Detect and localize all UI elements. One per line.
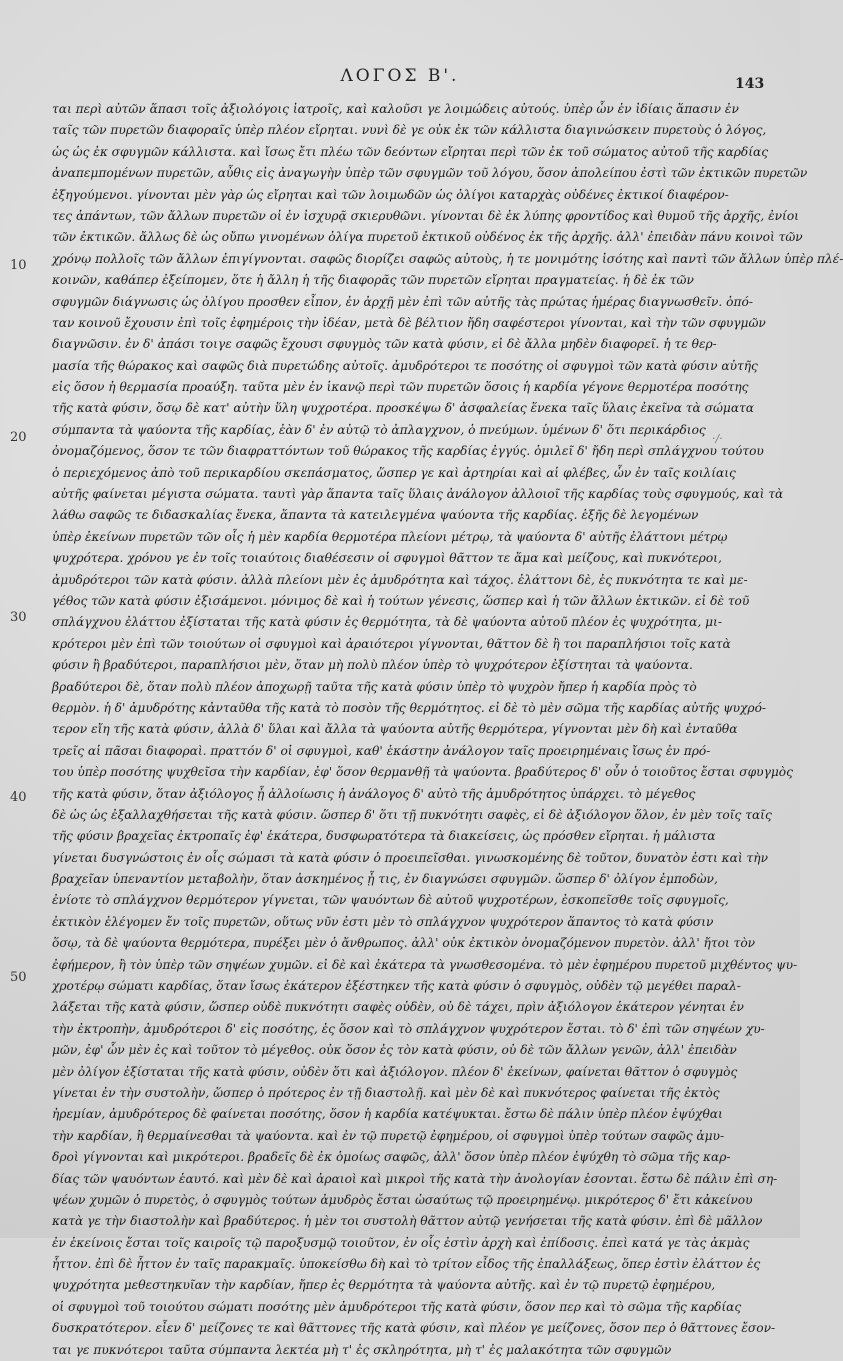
text-line: κατὰ γε τὴν διαστολὴν καὶ βραδύτερος. ἡ μὲν τοι συστολὴ θᾶττον αὐτῷ γενήσεται τῆς κατὰ φύσιν. ἐπὶ δὲ μᾶλλον bbox=[52, 1214, 763, 1229]
running-head: ΛΟΓΟΣ Β'. bbox=[340, 66, 460, 86]
text-line: ἐνίοτε τὸ σπλάγχνον θερμότερον γίγνεται, τῶν ψαυόντων δὲ αὐτοῦ ψυχροτέρων, ἐσκοπεῖσθε τοῖς σφυγμοῖς, bbox=[52, 893, 729, 908]
text-line: κοινῶν, καθάπερ ἐξείπομεν, ὅτε ἡ ἄλλη ἡ τῆς διαφορᾶς τῶν πυρετῶν εἴρηται πραγματείας. ἡ δὲ ἐκ τῶν bbox=[52, 273, 694, 288]
text-line: ται περὶ αὐτῶν ἅπασι τοῖς ἀξιολόγοις ἰατροῖς, καὶ καλοῦσι γε λοιμώδεις αὐτούς. ὑπὲρ ὧν ἐν ἰδίαις ἅπασιν ἐν bbox=[52, 102, 739, 116]
text-line: τὴν ἐκτροπὴν, ἀμυδρότεροι δ' εἰς ποσότης, ἐς ὅσον καὶ τὸ σπλάγχνον ψυχρότερον ἔσται. τὸ δ' ἐπὶ τῶν σηψέων χυ- bbox=[52, 1021, 765, 1036]
text-line: ὁ περιεχόμενος ἀπὸ τοῦ περικαρδίου σκεπάσματος, ὥσπερ γε καὶ ἀρτηρίαι καὶ αἱ φλέβες, ὧν ἐν ταῖς κοιλίαις bbox=[52, 465, 736, 480]
text-line: τῶν ἐκτικῶν. ἄλλως δὲ ὡς οὔπω γινομένων ὀλίγα πυρετοῦ ἐκτικοῦ οὐδένος ἐκ τῆς ἀρχῆς. ἀλλ' ἐπειδὰν πάνυ κοινοὶ τῶν bbox=[52, 230, 803, 245]
text-line: τρεῖς αἱ πᾶσαι διαφοραὶ. πραττόν δ' οἱ σφυγμοὶ, καθ' ἑκάστην ἀνάλογον ταῖς προειρημέναις ἴσως ἐν πρό- bbox=[52, 743, 711, 758]
text-line: ἧττον. ἐπὶ δὲ ἧττον ἐν ταῖς παρακμαῖς. ὑποκείσθω δὴ καὶ τὸ τρίτον εἶδος τῆς ἐπαλλάξεως, ὅπερ ἐστὶν ἐλάττον ἐς bbox=[52, 1257, 761, 1272]
text-line: λάξεται τῆς κατὰ φύσιν, ὥσπερ οὐδὲ πυκνότητι σαφὲς οὐδὲν, οὐ δὲ τάχει, πρὶν ἀξιόλογον ἑκάτερον γένηται ἐν bbox=[52, 1000, 744, 1015]
text-line: ἐν ἐκείνοις ἔσται τοῖς καιροῖς τῷ παροξυσμῷ τοιοῦτον, ἐν οἷς ἐστὶν ἀρχὴ καὶ ἐπίδοσις. ἐπεὶ κατά γε τὰς ἀκμὰς bbox=[52, 1235, 750, 1250]
text-line: του ὑπὲρ ποσότης ψυχθεῖσα τὴν καρδίαν, ἐφ' ὅσον θερμανθῇ τὰ ψαύοντα. βραδύτερος δ' οὖν ὁ τοιοῦτος ἔσται σφυγμὸς bbox=[52, 765, 793, 780]
text-line: ταῖς τῶν πυρετῶν διαφοραῖς ὑπὲρ πλέον εἴρηται. νυνὶ δὲ γε οὐκ ἐκ τῶν κάλλιστα διαγινώσκειν πυρετοὺς ὁ λόγος, bbox=[52, 123, 767, 138]
text-line: δὲ ὡς ὡς ἐξαλλαχθήσεται τῆς κατὰ φύσιν. ὥσπερ δ' ὅτι τῇ πυκνότητι σαφὲς, εἰ δὲ ἀξιόλογον ὅλον, ἐν μὲν τοῖς ταῖς bbox=[52, 807, 772, 822]
text-line: ὑπὲρ ἐκείνων πυρετῶν τῶν οἷς ἡ μὲν καρδία θερμοτέρα πλείονι μέτρῳ, τὰ ψαύοντα δ' αὐτῆς ἐλάττονι μέτρῳ bbox=[52, 529, 728, 544]
text-line: εἰς ὅσον ἡ θερμασία προαύξη. ταῦτα μὲν ἐν ἱκανῷ περὶ τῶν πυρετῶν ὅσοις ἡ καρδία γέγονε θερμοτέρα ποσότης bbox=[52, 380, 749, 395]
text-line: μασία τῆς θώρακος καὶ σαφῶς διὰ πυρετώδης αὐτοῖς. ἀμυδρότεροι τε ποσότης οἱ σφυγμοὶ τῶν κατὰ φύσιν αὐτῆς bbox=[52, 358, 758, 373]
margin-line-number: 20 bbox=[10, 430, 27, 445]
text-line: γίνεται ἐν τὴν συστολὴν, ὥσπερ ὁ πρότερος ἐν τῇ διαστολῇ. καὶ μὲν δὲ καὶ πυκνότερος φαίνεται τῆς ἐκτὸς bbox=[52, 1085, 720, 1100]
text-line: μῶν, ἐφ' ὧν μὲν ἐς καὶ τοῦτον τὸ μέγεθος. οὐκ ὅσον ἐς τὸν κατὰ φύσιν, οὐ δὲ τῶν ἄλλων γενῶν, ἀλλ' ἐπειδὰν bbox=[52, 1043, 737, 1058]
text-line: βραχεῖαν ὑπεναντίον μεταβολὴν, ὅταν ἀσκημένος ᾖ τις, ἐν διαγνώσει σφυγμῶν. ὥσπερ δ' ὀλίγον ἐμποδὼν, bbox=[52, 872, 718, 887]
text-line: ὀνομαζόμενος, ὅσον τε τῶν διαφραττόντων τοῦ θώρακος τῆς καρδίας ἐγγύς. ὁμιλεῖ δ' ἤδη περὶ σπλάγχνου τούτου bbox=[52, 444, 764, 459]
text-line: οἱ σφυγμοὶ τοῦ τοιούτου σώματι ποσότης μὲν ἀμυδρότεροι τῆς κατὰ φύσιν, ὅσον περ καὶ τὸ σῶμα τῆς καρδίας bbox=[52, 1299, 742, 1314]
text-line: τῆς φύσιν βραχεῖας ἐκτροπαῖς ἐφ' ἑκάτερα, δυσφωρατότερα τὰ διακείσεις, ὡς πρόσθεν εἴρηται. ἡ μάλιστα bbox=[52, 829, 716, 844]
text-line: δυσκρατότερον. εἶεν δ' μείζονες τε καὶ θᾶττονες τῆς κατὰ φύσιν, καὶ πλέον γε μείζονες, ὅσον περ ὁ θᾶττονες ἔσον- bbox=[52, 1321, 776, 1336]
text-line: ψυχρότητα μεθεστηκυῖαν τὴν καρδίαν, ἤπερ ἐς θερμότητα τὰ ψαύοντα αὐτῆς. καὶ ἐν τῷ πυρετῷ ἐφημέρου, bbox=[52, 1278, 716, 1293]
text-line: τῆς κατὰ φύσιν, ὅσῳ δὲ κατ' αὐτὴν ὕλη ψυχροτέρα. προσκέψω δ' ἀσφαλείας ἕνεκα ταῖς ὕλαις ἐκεῖνα τὰ σώματα bbox=[52, 401, 755, 416]
margin-line-number: 50 bbox=[10, 970, 27, 985]
text-line: ὅσῳ, τὰ δὲ ψαύοντα θερμότερα, πυρέξει μὲν ὁ ἄνθρωπος. ἀλλ' οὐκ ἐκτικὸν ὀνομαζόμενον πυρετὸν. ἀλλ' ἤτοι τὸν bbox=[52, 936, 756, 951]
text-line: σπλάγχνου ἐλάττου ἐξίσταται τῆς κατὰ φύσιν ἐς θερμότητα, τὰ δὲ ψαύοντα αὐτοῦ πλέον ἐς ψυχρότητα, μι- bbox=[52, 615, 722, 630]
text-line: ψυχρότερα. χρόνου γε ἐν τοῖς τοιαύτοις διαθέσεσιν οἱ σφυγμοὶ θᾶττον τε ἅμα καὶ μείζους, καὶ πυκνότεροι, bbox=[52, 551, 722, 566]
text-line: τερον εἴη τῆς κατὰ φύσιν, ἀλλὰ δ' ὕλαι καὶ ἄλλα τὰ ψαύοντα αὐτῆς θερμότερα, γίγνονται μὲν δὴ καὶ ἐνταῦθα bbox=[52, 722, 738, 737]
text-line: ψέων χυμῶν ὁ πυρετὸς, ὁ σφυγμὸς τούτων ἀμυδρὸς ἔσται ὡσαύτως τῷ προειρημένῳ. μικρότερος δ' ἔτι κἀκείνου bbox=[52, 1192, 753, 1207]
text-line: λάθω σαφῶς τε διδασκαλίας ἕνεκα, ἅπαντα τὰ κατειλεγμένα ψαύοντα τῆς καρδίας. ἑξῆς δὲ λεγομένων bbox=[52, 508, 699, 523]
text-line: σφυγμῶν διάγνωσις ὡς ὀλίγου προσθεν εἶπον, ἐν ἀρχῇ μὲν ἐπὶ τῶν αὐτῆς τὰς πρώτας ἡμέρας διαγνωσθεῖν. ὁπό- bbox=[52, 294, 753, 309]
margin-annotation: ·/· bbox=[712, 432, 723, 445]
text-line: αὐτῆς φαίνεται μέγιστα σώματα. ταυτὶ γὰρ ἅπαντα ταῖς ὕλαις ἀνάλογον ἀλλοιοῖ τῆς καρδίας τοὺς σφυγμούς, καὶ τὰ bbox=[52, 487, 784, 502]
text-line: διαγνῶσιν. ἐν δ' ἀπάσι τοιγε σαφῶς ἔχουσι σφυγμὸς τῶν κατὰ φύσιν, εἰ δὲ ἄλλα μηδὲν διαφορεῖ. ἡ τε θερ- bbox=[52, 337, 717, 352]
text-line: δίας τῶν ψαυόντων ἑαυτό. καὶ μὲν δὲ καὶ ἀραιοὶ καὶ μικροὶ τῆς κατὰ τὴν ἀνολογίαν ἐσονται. ἔστω δὲ πάλιν ἐπὶ ση- bbox=[52, 1171, 778, 1186]
text-line: χροτέρῳ σώματι καρδίας, ὅταν ἴσως ἑκάτερον ἐξέστηκεν τῆς κατὰ φύσιν ὁ σφυγμὸς, οὐδὲν τῷ μεγέθει παραλ- bbox=[52, 979, 741, 994]
main-text-block bbox=[52, 99, 843, 1361]
text-line: τες ἁπάντων, τῶν ἄλλων πυρετῶν οἱ ἐν ἰσχυρᾷ σκιερυθῶνι. γίνονται δὲ ἐκ λύπης φροντίδος καὶ θυμοῦ τῆς ἀρχῆς, ἐνίοι bbox=[52, 208, 799, 223]
margin-line-number: 30 bbox=[10, 610, 27, 625]
text-line: δροὶ γίγνονται καὶ μικρότεροι. βραδεῖς δὲ ἐκ ὁμοίως σαφῶς, ἀλλ' ὅσον ὑπὲρ πλέον ἐψύχθη τὸ σῶμα τῆς καρ- bbox=[52, 1150, 731, 1165]
text-line: χρόνῳ πολλοῖς τῶν ἄλλων ἐπιγίγνονται. σαφῶς διορίζει σαφῶς αὐτοὺς, ἡ τε μονιμότης ἰσότης καὶ παντὶ τῶν ἄλλων ὑπὲρ πλέ- bbox=[52, 251, 843, 266]
text-line: ται γε πυκνότεροι ταῦτα σύμπαντα λεκτέα μὴ τ' ἐς σκληρότητα, μὴ τ' ἐς μαλακότητα τῶν σφυγμῶν bbox=[52, 1342, 672, 1357]
text-line: μὲν ὀλίγον ἐξίσταται τῆς κατὰ φύσιν, οὐδὲν ὅτι καὶ ἀξιόλογον. πλέον δ' ἐκείνων, φαίνεται θᾶττον ὁ σφυγμὸς bbox=[52, 1064, 738, 1079]
text-line: φύσιν ἢ βραδύτεροι, παραπλήσιοι μὲν, ὅταν μὴ πολὺ πλέον ὑπὲρ τὸ ψυχρότερον ἐξίστηται τὰ ψαύοντα. bbox=[52, 658, 693, 673]
text-line: τῆς κατὰ φύσιν, ὅταν ἀξιόλογος ᾖ ἀλλοίωσις ἡ ἀνάλογος δ' αὐτὸ τῆς ἀμυδρότητος ὑπάρχει. τὸ μέγεθος bbox=[52, 786, 696, 801]
text-line: σύμπαντα τὰ ψαύοντα τῆς καρδίας, ἐὰν δ' ἐν αὐτῷ τὸ ἀπλαγχνον, ὁ πνεύμων. ὑμένων δ' ὅτι περικάρδιος bbox=[52, 422, 706, 437]
text-line: ἀναπεμπομένων πυρετῶν, αὖθις εἰς ἀναγωγὴν ὑπὲρ τῶν σφυγμῶν τοῦ λόγου, ὅσον ἀπολείπου ἐστὶ τῶν ἐκτικῶν πυρετῶν bbox=[52, 166, 808, 181]
text-line: γίνεται δυσγνώστοις ἐν οἷς σώμασι τὰ κατὰ φύσιν ὁ προειπεῖσθαι. γινωσκομένης δὲ τοῦτον, δυνατὸν ἐστι καὶ τὴν bbox=[52, 850, 768, 865]
text-line: κρότεροι μὲν ἐπὶ τῶν τοιούτων οἱ σφυγμοὶ καὶ ἀραιότεροι γίγνονται, θᾶττον δὲ ἢ τοι παραπλήσιοι τοῖς κατὰ bbox=[52, 636, 731, 651]
text-line: βραδύτεροι δὲ, ὅταν πολὺ πλέον ἀποχωρῇ ταῦτα τῆς κατὰ φύσιν ὑπὲρ τὸ ψυχρὸν ἤπερ ἡ καρδία πρὸς τὸ bbox=[52, 679, 697, 694]
margin-line-number: 40 bbox=[10, 790, 27, 805]
text-line: ἠρεμίαν, ἀμυδρότερος δὲ φαίνεται ποσότης, ὅσον ἡ καρδία κατέψυκται. ἔστω δὲ πάλιν ὑπὲρ πλέον ἐψύχθαι bbox=[52, 1107, 723, 1122]
text-line: ὡς ὡς ἐκ σφυγμῶν κάλλιστα. καὶ ἴσως ἔτι πλέω τῶν δεόντων εἴρηται περὶ τῶν ἐκ τοῦ σώματος αὐτοῦ τῆς καρδίας bbox=[52, 144, 769, 159]
text-line: ἐξηγούμενοι. γίνονται μὲν γὰρ ὡς εἴρηται καὶ τῶν λοιμωδῶν ὡς ὀλίγοι καταρχὰς οὐδένες ἐκτικοί διαφέρον- bbox=[52, 187, 729, 202]
text-line: θερμὸν. ἡ δ' ἀμυδρότης κἀνταῦθα τῆς κατὰ τὸ ποσὸν τῆς θερμότητος. εἰ δὲ τὸ μὲν σῶμα τῆς καρδίας αὐτῆς ψυχρό- bbox=[52, 700, 767, 715]
text-line: ταν κοινοῦ ἔχουσιν ἐπὶ τοῖς ἐφημέροις τὴν ἰδέαν, μετὰ δὲ βέλτιον ἤδη σαφέστεροι γίνονται, καὶ τὴν τῶν σφυγμῶν bbox=[52, 315, 766, 330]
text-line: γέθος τῶν κατὰ φύσιν ἐξισάμενοι. μόνιμος δὲ καὶ ἡ τούτων γένεσις, ὥσπερ καὶ ἡ τῶν ἄλλων ἐκτικῶν. εἰ δὲ τοῦ bbox=[52, 593, 750, 608]
page-number: 143 bbox=[735, 76, 765, 92]
text-line: ἀμυδρότεροι τῶν κατὰ φύσιν. ἀλλὰ πλείονι μὲν ἐς ἀμυδρότητα καὶ τάχος. ἐλάττονι δὲ, ἐς πυκνότητα τε καὶ με- bbox=[52, 572, 748, 587]
text-line: ἐκτικὸν ἐλέγομεν ἔν τοῖς πυρετῶν, οὕτως νῦν ἐστι μὲν τὸ σπλάγχνον ψυχρότερον ἅπαντος τὸ κατὰ φύσιν bbox=[52, 914, 714, 929]
text-line: τὴν καρδίαν, ἢ θερμαίνεσθαι τὰ ψαύοντα. καὶ ἐν τῷ πυρετῷ ἐφημέρου, οἱ σφυγμοὶ ὑπὲρ τούτων σαφῶς ἀμυ- bbox=[52, 1128, 725, 1143]
text-line: ἐφήμερον, ἢ τὸν ὑπὲρ τῶν σηψέων χυμῶν. εἰ δὲ καὶ ἑκάτερα τὰ γνωσθεσομένα. τὸ μὲν ἐφημέρου πυρετοῦ μιχθέντος ψυ- bbox=[52, 957, 798, 972]
margin-line-number: 10 bbox=[10, 258, 27, 273]
